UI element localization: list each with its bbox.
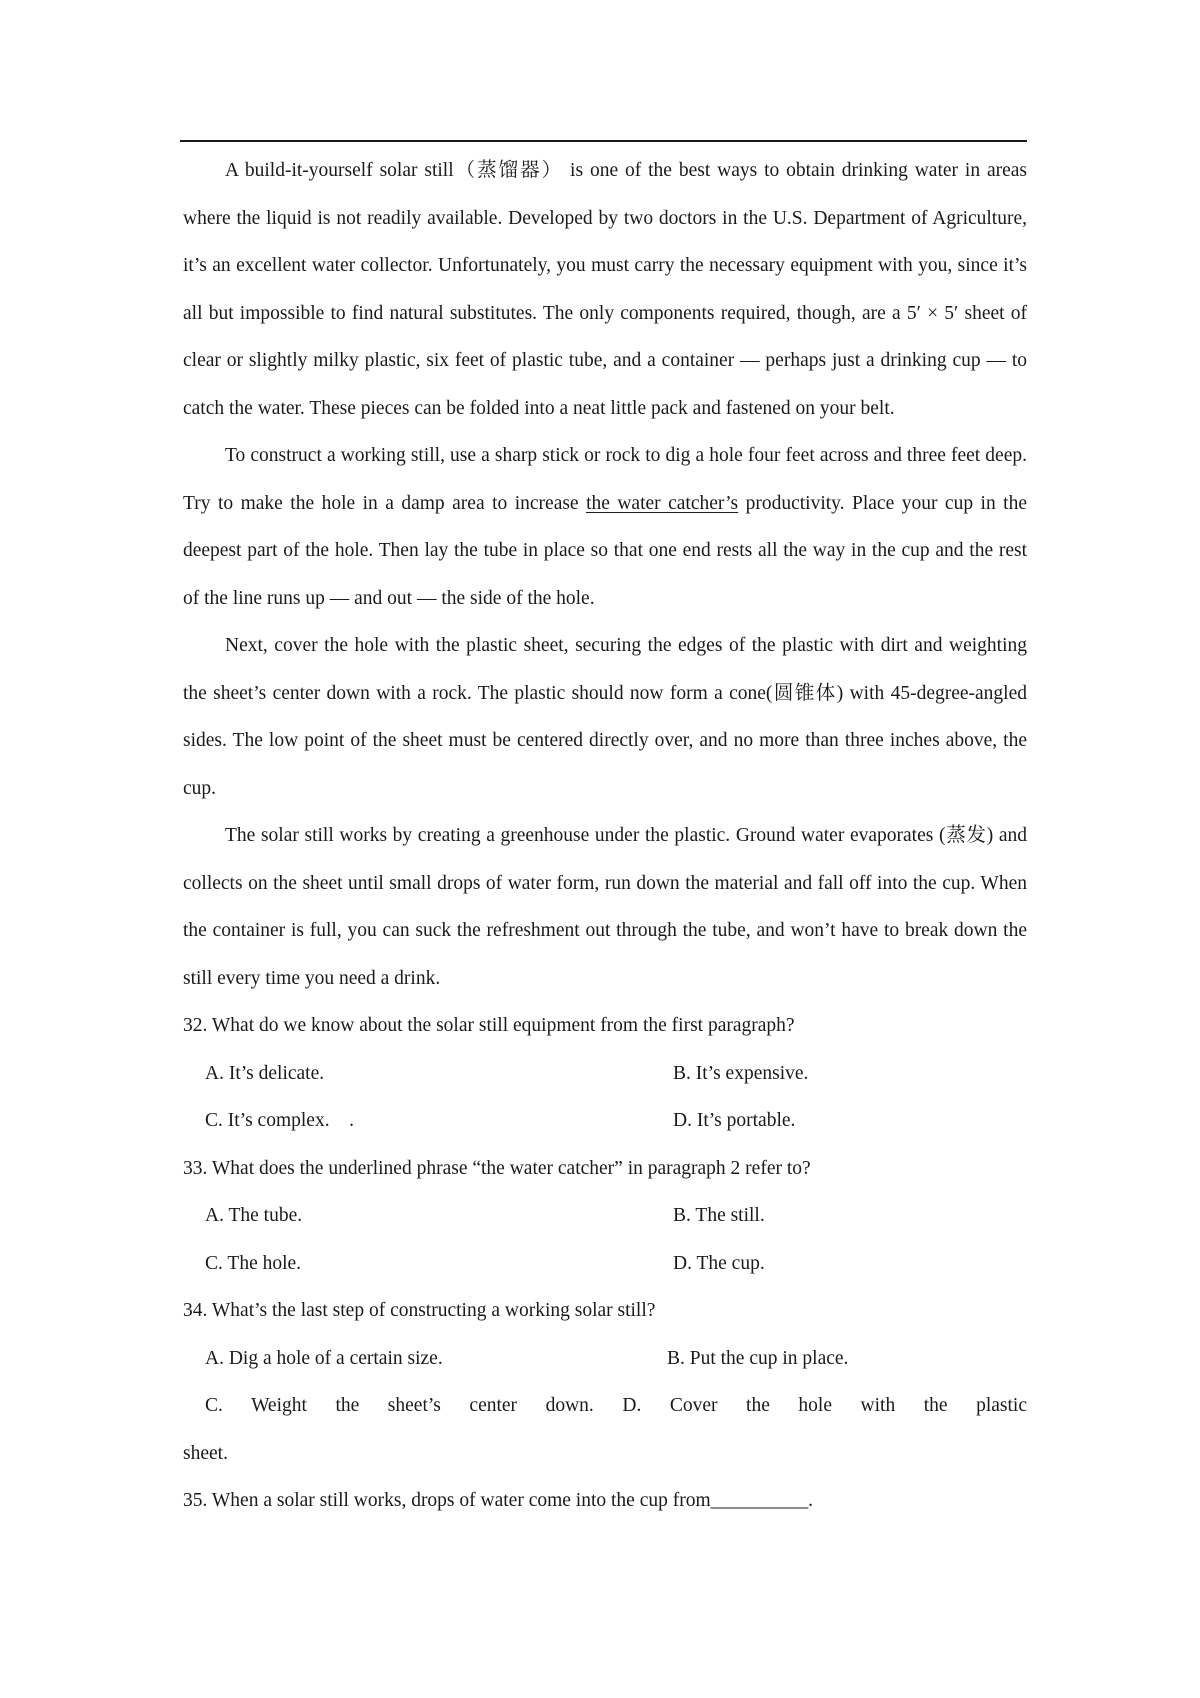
question-34-stem: 34. What’s the last step of constructing a working solar still?	[183, 1300, 656, 1321]
question-34-option-a: A. Dig a hole of a certain size.	[205, 1347, 443, 1369]
question-32-option-a: A. It’s delicate.	[205, 1062, 325, 1084]
question-34-options-row-2	[183, 1382, 1027, 1430]
question-32-options-row-2	[183, 1097, 1027, 1145]
question-34-options-row-1	[183, 1335, 1027, 1383]
question-34-option-c: C. Weight the sheet’s center down.	[205, 1395, 594, 1416]
question-32-option-b: B. It’s expensive.	[673, 1062, 809, 1084]
underlined-phrase: the water catcher’s	[586, 492, 739, 514]
question-34-option-d: D. Cover the hole with the plastic	[622, 1395, 1028, 1416]
question-33-option-b: B. The still.	[673, 1205, 765, 1226]
passage-paragraph-2-start: To construct a working still, use a sharp stick or rock to dig a hole four feet across and three feet deep. Try to make the hole in a damp area to increase	[183, 445, 1027, 514]
question-33-options-row-1	[183, 1192, 1027, 1240]
passage-paragraph-4: The solar still works by creating a greenhouse under the plastic. Ground water evaporates (蒸发) and collects on the sheet until small drops of water form, run down the material and fall off into the cup. When the container is full, you can suck the refreshment out through the tube, and won’t have to break down the still every time you need a drink.	[183, 825, 1027, 989]
question-33-stem: 33. What does the underlined phrase “the water catcher” in paragraph 2 refer to?	[183, 1157, 811, 1179]
question-33-options-row-2	[183, 1240, 1027, 1288]
question-33-option-d: D. The cup.	[673, 1252, 765, 1274]
question-32-option-d: D. It’s portable.	[673, 1110, 796, 1131]
question-33-option-a: A. The tube.	[205, 1205, 303, 1226]
question-35-stem: 35. When a solar still works, drops of water come into the cup from__________.	[183, 1490, 814, 1511]
question-32-options-row-1	[183, 1050, 1027, 1098]
passage-paragraph-3: Next, cover the hole with the plastic sheet, securing the edges of the plastic with dirt and weighting the sheet’s center down with a rock. The plastic should now form a cone(圆锥体) with 45-degree-angled sides. The low point of the sheet must be centered directly over, and no more than three inches above, the cup.	[183, 635, 1027, 799]
question-32-option-c: C. It’s complex. .	[205, 1110, 354, 1131]
passage-paragraph-2	[183, 432, 1027, 622]
question-34-option-b: B. Put the cup in place.	[667, 1347, 849, 1369]
question-33-option-c: C. The hole.	[205, 1252, 302, 1274]
reading-passage	[183, 147, 1027, 1525]
question-34-option-d-continued: sheet.	[183, 1442, 228, 1464]
passage-paragraph-1: A build-it-yourself solar still（蒸馏器） is one of the best ways to obtain drinking water in areas where the liquid is not readily available. Developed by two doctors in the U.S. Department of Agriculture, it’s an excellent water collector. Unfortunately, you must carry the necessary equipment with you, since it’s all but impossible to find natural substitutes. The only components required, though, are a 5′ × 5′ sheet of clear or slightly milky plastic, six feet of plastic tube, and a container — perhaps just a drinking cup — to catch the water. These pieces can be folded into a neat little pack and fastened on your belt.	[183, 160, 1027, 419]
header-rule	[180, 140, 1027, 142]
passage-paragraph-2-end: productivity. Place your cup in the deepest part of the hole. Then lay the tube in place so that one end rests all the way in the cup and the rest of the line runs up — and out — the side of the hole.	[183, 492, 1027, 609]
question-32-stem: 32. What do we know about the solar still equipment from the first paragraph?	[183, 1015, 795, 1036]
